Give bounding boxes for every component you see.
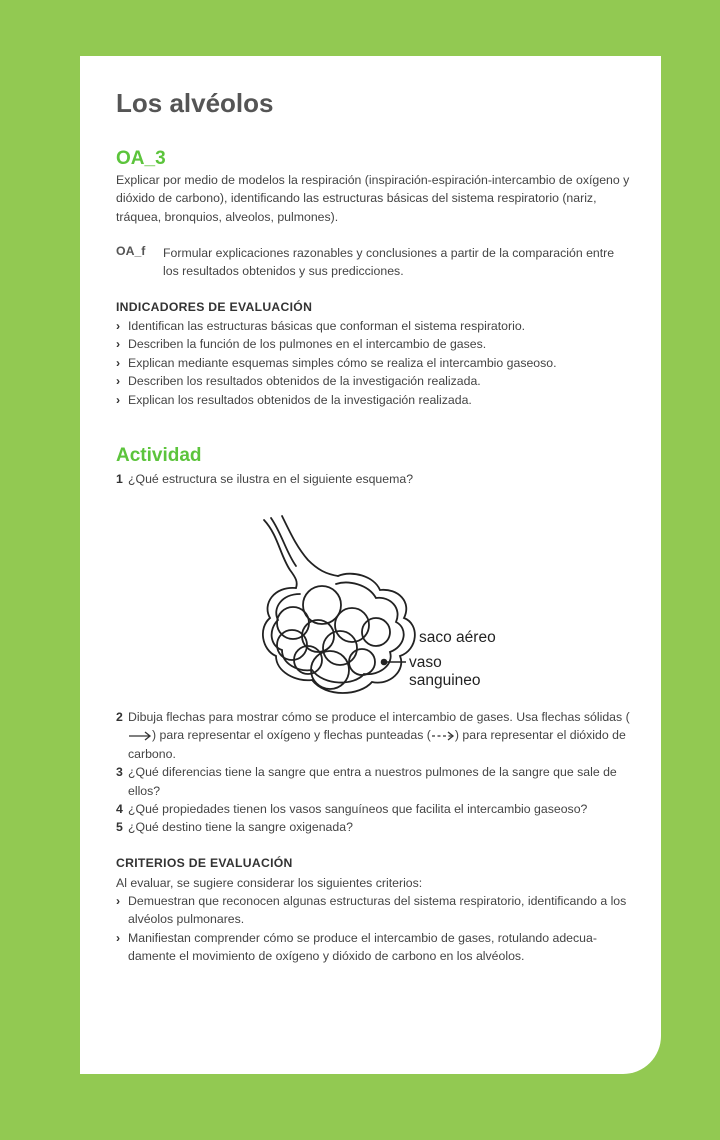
indicators-list — [116, 317, 636, 409]
alveoli-diagram — [256, 510, 516, 705]
list-item: › Describen la función de los pulmones en el intercambio de gases. — [116, 335, 636, 353]
label-vaso-sanguineo: vaso sanguineo — [409, 654, 481, 689]
list-item: › Describen los resultados obtenidos de la investigación realizada. — [116, 372, 636, 390]
list-item: › Identifican las estructuras básicas que conforman el sistema respiratorio. — [116, 317, 636, 335]
chevron-right-icon: › — [116, 337, 121, 352]
list-item: › Explican los resultados obtenidos de la investigación realizada. — [116, 391, 636, 409]
page-title: Los alvéolos — [116, 88, 274, 118]
skill-description: Formular explicaciones razonables y conclusiones a partir de la comparación entre los resultados obtenidos y sus predicciones. — [163, 246, 615, 279]
chevron-right-icon: › — [116, 894, 121, 908]
solid-arrow-icon — [128, 731, 152, 741]
chevron-right-icon: › — [116, 392, 121, 407]
dashed-arrow-icon — [431, 731, 455, 741]
question-5: 5 ¿Qué destino tiene la sangre oxigenada? — [116, 820, 353, 835]
list-item: › Explican mediante esquemas simples cómo se realiza el intercambio gaseoso. — [116, 354, 636, 372]
chevron-right-icon: › — [116, 355, 121, 370]
objective-code: OA_3 — [116, 148, 166, 169]
criteria-intro: Al evaluar, se sugiere considerar los siguientes criterios: — [116, 876, 423, 890]
question-3: 3 ¿Qué diferencias tiene la sangre que entra a nuestros pulmones de la sangre que sale de ellos? — [116, 765, 617, 798]
objective-description: Explicar por medio de modelos la respiración (inspiración-espiración-intercambio de oxígeno y dióxido de carbono), identificando las estructuras básicas del sistema respiratorio (nariz, tráquea, bronquios, alveolos, pulmones). — [116, 173, 630, 224]
question-2: 2 Dibuja flechas para mostrar cómo se produce el intercambio de gases. Usa flechas sólidas () para representar el oxígeno y flechas punteadas ( ) para representar el dióxido de carbono. — [116, 710, 630, 761]
chevron-right-icon: › — [116, 930, 121, 945]
indicators-heading: INDICADORES DE EVALUACIÓN — [116, 300, 313, 314]
chevron-right-icon: › — [116, 374, 121, 389]
skill-code: OA_f — [116, 244, 146, 258]
criteria-heading: CRITERIOS DE EVALUACIÓN — [116, 856, 293, 870]
label-saco-aereo: saco aéreo — [419, 629, 496, 646]
activity-title: Actividad — [116, 445, 202, 466]
question-1: 1 ¿Qué estructura se ilustra en el siguiente esquema? — [116, 472, 414, 486]
question-list-bottom — [116, 708, 636, 837]
list-item: › Demuestran que reconocen algunas estructuras del sistema respiratorio, identificando a los alvéolos pulmonares. — [116, 894, 627, 927]
criteria-list — [116, 892, 636, 966]
worksheet-page — [80, 56, 661, 1074]
question-list-top — [116, 470, 636, 488]
question-4: 4 ¿Qué propiedades tienen los vasos sanguíneos que facilita el intercambio gaseoso? — [116, 802, 588, 817]
chevron-right-icon: › — [116, 319, 121, 333]
list-item: › Manifiestan comprender cómo se produce el intercambio de gases, rotulando adecua-damente el movimiento de oxígeno y dióxido de carbono en los alvéolos. — [116, 930, 597, 964]
